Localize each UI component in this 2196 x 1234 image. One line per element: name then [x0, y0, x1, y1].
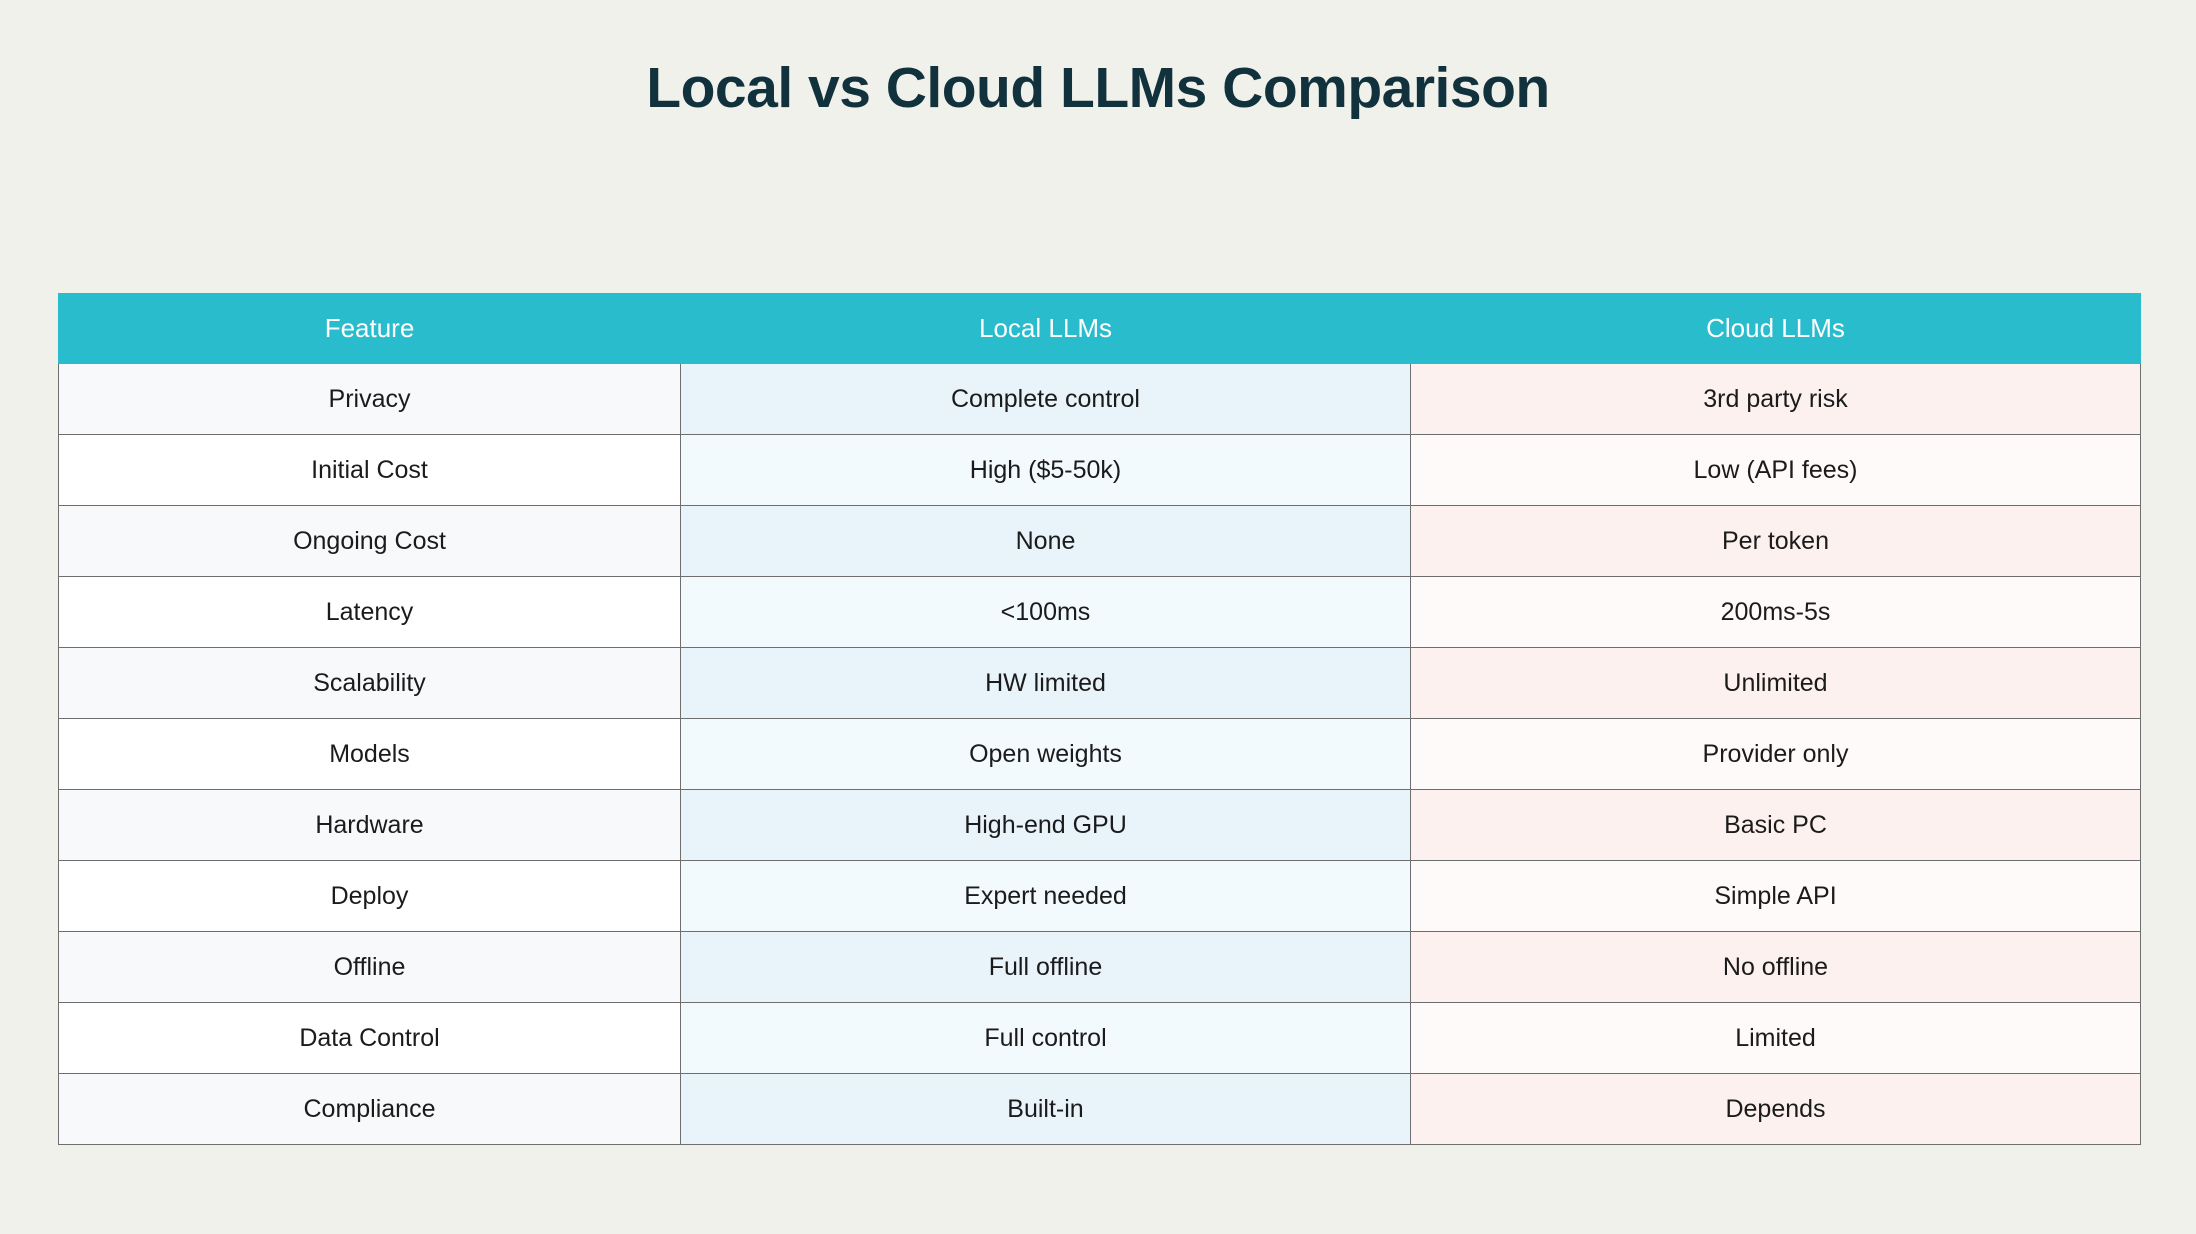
table-row	[59, 577, 2141, 648]
cell-local: High-end GPU	[681, 790, 1411, 861]
cell-cloud: Per token	[1411, 506, 2141, 577]
cell-local: None	[681, 506, 1411, 577]
cell-local: Open weights	[681, 719, 1411, 790]
cell-cloud: Unlimited	[1411, 648, 2141, 719]
page-title: Local vs Cloud LLMs Comparison	[646, 56, 1550, 120]
cell-feature: Ongoing Cost	[59, 506, 681, 577]
cell-local: Built-in	[681, 1074, 1411, 1145]
table-row	[59, 435, 2141, 506]
table-row	[59, 648, 2141, 719]
cell-local: Expert needed	[681, 861, 1411, 932]
table-row	[59, 1003, 2141, 1074]
column-header-local-llms: Local LLMs	[681, 294, 1411, 364]
column-header-cloud-llms: Cloud LLMs	[1411, 294, 2141, 364]
cell-local: HW limited	[681, 648, 1411, 719]
table-row	[59, 861, 2141, 932]
table-row	[59, 506, 2141, 577]
cell-cloud: Provider only	[1411, 719, 2141, 790]
table-row	[59, 1074, 2141, 1145]
cell-cloud: Simple API	[1411, 861, 2141, 932]
cell-cloud: Limited	[1411, 1003, 2141, 1074]
cell-feature: Hardware	[59, 790, 681, 861]
cell-feature: Privacy	[59, 364, 681, 435]
comparison-table-container	[58, 293, 2140, 1145]
cell-local: Full offline	[681, 932, 1411, 1003]
cell-feature: Offline	[59, 932, 681, 1003]
cell-local: High ($5-50k)	[681, 435, 1411, 506]
cell-cloud: Basic PC	[1411, 790, 2141, 861]
cell-feature: Models	[59, 719, 681, 790]
cell-local: Full control	[681, 1003, 1411, 1074]
table-row	[59, 790, 2141, 861]
table-row	[59, 932, 2141, 1003]
cell-feature: Deploy	[59, 861, 681, 932]
table-header	[59, 294, 2141, 364]
table-body	[59, 364, 2141, 1145]
cell-cloud: 3rd party risk	[1411, 364, 2141, 435]
cell-feature: Initial Cost	[59, 435, 681, 506]
column-header-feature: Feature	[59, 294, 681, 364]
cell-cloud: 200ms-5s	[1411, 577, 2141, 648]
cell-feature: Data Control	[59, 1003, 681, 1074]
table-row	[59, 719, 2141, 790]
cell-cloud: Low (API fees)	[1411, 435, 2141, 506]
cell-cloud: No offline	[1411, 932, 2141, 1003]
table-header-row	[59, 294, 2141, 364]
cell-local: <100ms	[681, 577, 1411, 648]
cell-cloud: Depends	[1411, 1074, 2141, 1145]
cell-feature: Compliance	[59, 1074, 681, 1145]
table-row	[59, 364, 2141, 435]
cell-feature: Latency	[59, 577, 681, 648]
cell-feature: Scalability	[59, 648, 681, 719]
cell-local: Complete control	[681, 364, 1411, 435]
comparison-table	[58, 293, 2141, 1145]
